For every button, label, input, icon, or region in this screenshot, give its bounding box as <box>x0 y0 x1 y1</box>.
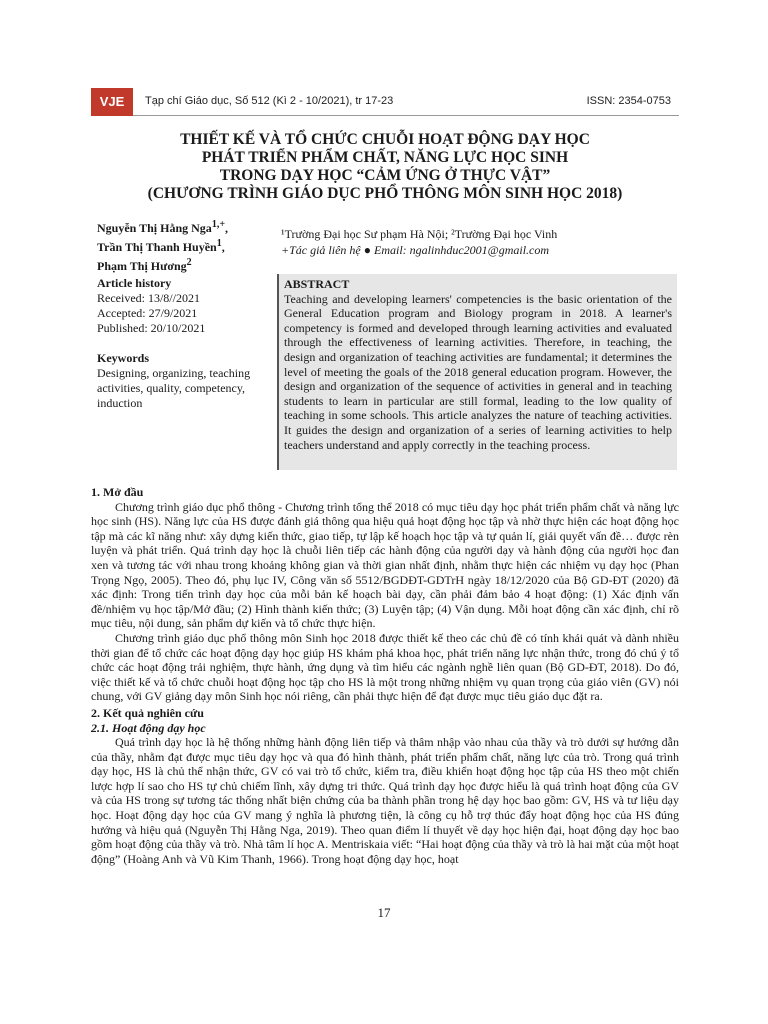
title-line: (CHƯƠNG TRÌNH GIÁO DỤC PHỔ THÔNG MÔN SINH HỌC 2018) <box>147 185 623 202</box>
section-heading: 1. Mở đầu <box>91 485 144 499</box>
section-heading: 2. Kết quả nghiên cứu <box>91 705 204 720</box>
contact-email: +Tác giả liên hệ ● Email: ngalinhduc2001@gmail.com <box>281 243 550 257</box>
history-heading: Article history <box>97 276 172 290</box>
article-body <box>91 483 679 866</box>
issn: ISSN: 2354-0753 <box>586 95 671 107</box>
header-divider <box>133 115 679 116</box>
abstract-text: Teaching and developing learners' competencies is the basic orientation of the General Education program and Biology program in 2018. A learner's competency is formed and developed through learning activities and evaluated through the effectiveness of learning activities. Therefore, in teaching, the design and organization of teaching activities are fundamental; it determines the level of meeting the goals of the 2018 general education program. However, the design and organization of the sequence of activities in general and in teaching students to learn in particular are still formal, leading to the low quality of teaching in some schools. This article analyzes the nature of teaching activities. It guides the design and organization of a series of learning activities to help teachers understand and apply correctly in the teaching process. <box>284 291 672 452</box>
subsection-heading: 2.1. Hoạt động dạy học <box>91 720 206 735</box>
paragraph: Quá trình dạy học là hệ thống những hành động liên tiếp và thâm nhập vào nhau của thầy và trò dưới sự hướng dẫn của thầy, nhằm đạt được mục tiêu dạy học và qua đó hình thành, phát triển phẩm chất, năng lực của trò. Trong quá trình dạy học, HS là chủ thể nhận thức, GV có vai trò tổ chức, kiểm tra, điều khiển hoạt động học tập của HS theo một chiến lược hợp lí sao cho HS tự chủ chiếm lĩnh, xây dựng tri thức. Quá trình dạy học được hiểu là quá trình hoạt động của GV và của HS trong sự tương tác thống nhất biện chứng của ba thành phần trong hệ dạy học bao gồm: GV, HS và tư liệu dạy học. Hoạt động dạy học của GV mang ý nghĩa là phương tiện, là công cụ hỗ trợ thúc đẩy hoạt động học của HS đúng hướng và hiệu quả (Nguyễn Thị Hằng Nga, 2019). Theo quan điểm lí thuyết về dạy học hiện đại, hoạt động dạy học bao gồm hoạt động của thầy và trò. Nhà tâm lí học A. Mentriskaia viết: “Hai hoạt động của thầy và trò là hai mặt của một hoạt động” (Hoàng Anh và Vũ Kim Thanh, 1966). Trong hoạt động dạy học, hoạt <box>91 735 679 866</box>
abstract-heading: ABSTRACT <box>284 277 350 291</box>
author: Trần Thị Thanh Huyền$^1$, <box>97 238 225 254</box>
paragraph: Chương trình giáo dục phổ thông môn Sinh học 2018 được thiết kế theo các chủ đề có tính khái quát và dành nhiều thời gian để tổ chức các hoạt động dạy học giúp HS khám phá khoa học, phát triển năng lực nhận thức, trong đó chú ý tổ chức các hoạt động trải nghiệm, thực hành, ứng dụng và tìm hiểu các ngành nghề liên quan (Bộ GD-ĐT, 2018). Do đó, việc thiết kế và tổ chức chuỗi hoạt động học tập cho HS là một trong những nhiệm vụ quan trọng của giáo viên (GV) nói chung, với GV giảng dạy môn Sinh học nói riêng, cần phải thực hiện để đạt được mục tiêu giáo dục đặt ra. <box>91 630 679 704</box>
affiliations <box>281 226 681 258</box>
title-line: THIẾT KẾ VÀ TỔ CHỨC CHUỖI HOẠT ĐỘNG DẠY HỌC <box>180 131 590 148</box>
author-list <box>97 217 267 274</box>
abstract-box <box>277 274 677 470</box>
article-history <box>97 276 267 336</box>
accepted-date: Accepted: 27/9/2021 <box>97 306 198 320</box>
author: Phạm Thị Hương$^2$ <box>97 257 192 273</box>
journal-logo: VJE <box>91 88 133 116</box>
author: Nguyễn Thị Hằng Nga$^{1,+}$, <box>97 219 229 235</box>
article-title <box>91 131 679 203</box>
journal-header <box>91 88 679 116</box>
published-date: Published: 20/10/2021 <box>97 321 206 335</box>
title-line: PHÁT TRIỂN PHẨM CHẤT, NĂNG LỰC HỌC SINH <box>201 149 569 166</box>
page-number: 17 <box>377 905 391 920</box>
journal-citation: Tạp chí Giáo dục, Số 512 (Kì 2 - 10/2021), tr 17-23 <box>145 95 394 107</box>
title-line: TRONG DẠY HỌC “CẢM ỨNG Ở THỰC VẬT” <box>219 167 551 184</box>
keywords-heading: Keywords <box>97 351 149 365</box>
keywords-text: Designing, organizing, teaching activities, quality, competency, induction <box>97 366 251 410</box>
received-date: Received: 13/8//2021 <box>97 291 200 305</box>
affiliation-line: ¹Trường Đại học Sư phạm Hà Nội; ²Trường Đại học Vinh <box>281 227 558 241</box>
paragraph: Chương trình giáo dục phổ thông - Chương trình tổng thể 2018 có mục tiêu dạy học phát triển phẩm chất và năng lực học sinh (HS). Năng lực của HS được đánh giá thông qua hiệu quả hoạt động học tập và nhờ thực hiện các hoạt động học tập mà các kĩ năng như: xây dựng kiến thức, giao tiếp, tự lập kế hoạch học tập và tự quản lí, giải quyết vấn đề… được rèn luyện và phát triển. Quá trình dạy học là chuỗi liên tiếp các hành động của người dạy và hành động của người học đan xen và tương tác với nhau trong khoảng không gian và thời gian nhất định, nhằm thực hiện các nhiệm vụ dạy học (Phan Trọng Ngọ, 2005). Theo đó, phụ lục IV, Công văn số 5512/BGDĐT-GDTrH ngày 18/12/2020 của Bộ GD-ĐT (2020) đã xác định: Trong tiến trình dạy học của mỗi bản kế hoạch bài dạy, cần phải đảm bảo 4 hoạt động: (1) Xác định vấn đề/nhiệm vụ học tập/Mở đầu; (2) Hình thành kiến thức; (3) Luyện tập; (4) Vận dụng. Mỗi hoạt động cần xác định, chỉ rõ mục tiêu, nội dung, sản phẩm dự kiến và tổ chức thực hiện. <box>91 499 679 631</box>
keywords <box>97 351 267 411</box>
